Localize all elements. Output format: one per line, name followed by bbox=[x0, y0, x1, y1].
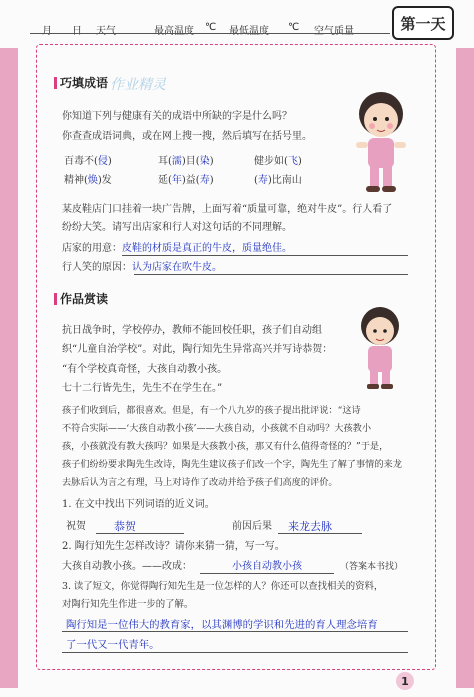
para2-line3: 孩，小孩就没有教大孩吗？如果是大孩教小孩，那又有什么值得奇怪的？”于是， bbox=[62, 441, 389, 452]
q2-prompt: 大孩自动教小孩。——改成： bbox=[62, 561, 192, 572]
answer-line bbox=[200, 573, 334, 574]
para1-line1: 抗日战争时，学校停办，教师不能回校任职，孩子们自动组 bbox=[62, 325, 322, 336]
max-temp-label: 最高温度 bbox=[154, 26, 194, 37]
air-quality-label: 空气质量 bbox=[314, 26, 354, 37]
min-temp-label: 最低温度 bbox=[229, 26, 269, 37]
q3-answer-line2: 了一代又一代青年。 bbox=[66, 639, 160, 651]
page-number: 1 bbox=[396, 672, 414, 690]
question-3-line2: 对陶行知先生作进一步的了解。 bbox=[62, 599, 194, 610]
q1b-label: 前因后果 bbox=[232, 521, 272, 532]
header-underline bbox=[30, 33, 390, 34]
idiom-6: (寿)比南山 bbox=[254, 175, 302, 186]
weather-header bbox=[0, 0, 474, 40]
answer-line bbox=[62, 631, 408, 632]
month-label: 月 bbox=[42, 26, 52, 37]
answer-line bbox=[134, 274, 408, 275]
answer-line bbox=[122, 255, 408, 256]
section1-intro-line2: 你查查成语词典，或在网上搜一搜，然后填写在括号里。 bbox=[62, 131, 312, 142]
para2-line1: 孩子们收到后，都很喜欢。但是，有一个八九岁的孩子提出批评说：“这诗 bbox=[62, 405, 361, 416]
para2-line5: 去脉后认为言之有理，马上对诗作了改动并给予孩子们高度的评价。 bbox=[62, 477, 338, 488]
weather-label: 天气 bbox=[96, 26, 116, 37]
idiom-5: 延(年)益(寿) bbox=[158, 175, 214, 186]
idiom-2: 耳(濡)目(染) bbox=[158, 156, 214, 167]
answer-line bbox=[96, 533, 184, 534]
left-margin-strip bbox=[0, 48, 18, 688]
title-marker bbox=[54, 77, 57, 89]
unit-celsius-1: ℃ bbox=[205, 22, 217, 33]
question-3-line1: 3. 读了短文，你觉得陶行知先生是一位怎样的人？你还可以查找相关的资料， bbox=[62, 581, 384, 592]
cartoon-child-illustration-2 bbox=[348, 302, 412, 392]
day-label: 日 bbox=[72, 26, 82, 37]
para2-line4: 孩子们纷纷要求陶先生改诗，陶先生建议孩子们改一个字，陶先生了解了事情的来龙 bbox=[62, 459, 402, 470]
question-2: 2. 陶行知先生怎样改诗？请你来猜一猜，写一写。 bbox=[62, 541, 285, 552]
para2-line2: 不符合实际——‘大孩自动教小孩’——大孩自动，小孩就不自动吗？大孩教小 bbox=[62, 423, 372, 434]
q1a-answer: 恭贺 bbox=[114, 520, 136, 533]
section1-title bbox=[54, 74, 108, 91]
section1-intro-line1: 你知道下列与健康有关的成语中所缺的字是什么吗？ bbox=[62, 111, 292, 122]
poem-line2: 七十二行皆先生，先生不在学生在。” bbox=[62, 383, 223, 394]
section1-title-text: 巧填成语 bbox=[60, 76, 109, 90]
question-1: 1. 在文中找出下列词语的近义词。 bbox=[62, 499, 215, 510]
people-reason: 行人笑的原因：认为店家在吹牛皮。 bbox=[62, 262, 222, 273]
title-marker bbox=[54, 293, 57, 305]
story-line1: 某皮鞋店门口挂着一块广告牌，上面写着“质量可靠，绝对牛皮”。行人看了 bbox=[62, 204, 393, 215]
idiom-4: 精神(焕)发 bbox=[64, 175, 112, 186]
unit-celsius-2: ℃ bbox=[288, 22, 300, 33]
q1a-label: 祝贺 bbox=[66, 521, 86, 532]
q2-note: （答案本书找） bbox=[340, 562, 404, 572]
section2-title-text: 作品赏读 bbox=[60, 292, 109, 306]
section2-title bbox=[54, 290, 108, 307]
day-tag: 第一天 bbox=[392, 6, 454, 40]
watermark: 作业精灵 bbox=[110, 77, 166, 93]
q3-answer-line1: 陶行知是一位伟大的教育家，以其渊博的学识和先进的育人理念培育 bbox=[66, 619, 378, 631]
idiom-3: 健步如(飞) bbox=[254, 156, 302, 167]
poem-line1: “有个学校真奇怪，大孩自动教小孩。 bbox=[62, 364, 228, 375]
answer-line bbox=[62, 652, 408, 653]
para1-line2: 织“儿童自治学校”。对此，陶行知先生异常高兴并写诗恭贺： bbox=[62, 344, 333, 355]
idiom-1: 百毒不(侵) bbox=[64, 156, 112, 167]
story-line2: 纷纷大笑。请写出店家和行人对这句话的不同理解。 bbox=[62, 222, 292, 233]
q1b-answer: 来龙去脉 bbox=[288, 520, 332, 533]
cartoon-child-illustration bbox=[346, 86, 416, 196]
q2-answer: 小孩自动教小孩 bbox=[232, 561, 302, 572]
right-margin-strip bbox=[456, 48, 474, 688]
shop-meaning: 店家的用意：皮鞋的材质是真正的牛皮，质量绝佳。 bbox=[62, 243, 292, 254]
answer-line bbox=[278, 533, 362, 534]
